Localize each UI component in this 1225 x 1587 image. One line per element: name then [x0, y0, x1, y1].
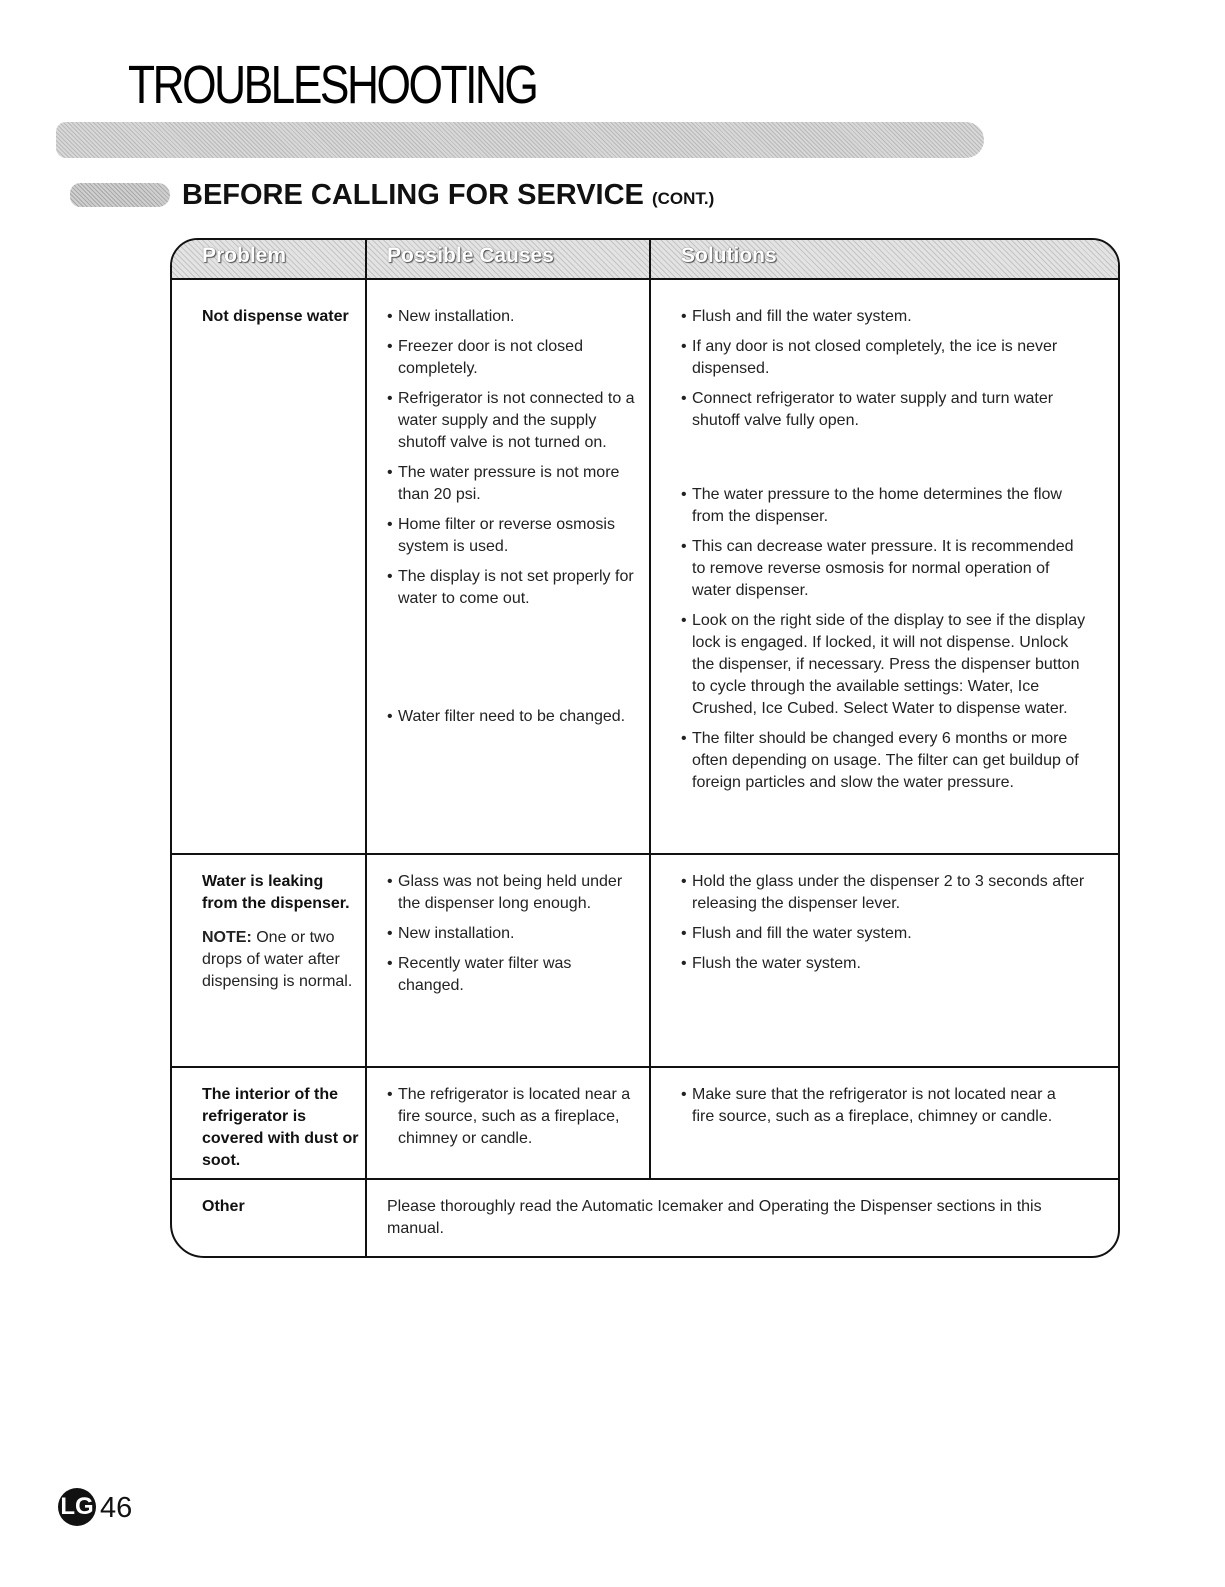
- column-header-solutions: Solutions: [681, 244, 777, 267]
- note-text: One or two drops of water after dispensing is normal.: [202, 929, 353, 990]
- list-item: • Recently water filter was changed.: [387, 953, 627, 997]
- list-item: • Flush the water system.: [681, 953, 1091, 975]
- list-item: • Refrigerator is not connected to a water supply and the supply shutoff valve is not turned on.: [387, 388, 637, 454]
- problem-interior-dust: The interior of the refrigerator is covered with dust or soot.: [202, 1086, 359, 1169]
- list-item: • Glass was not being held under the dispenser long enough.: [387, 871, 627, 915]
- page-number: 46: [100, 1492, 133, 1524]
- list-item: • The refrigerator is located near a fire source, such as a fireplace, chimney or candle.: [387, 1084, 632, 1150]
- list-item: • The water pressure to the home determines the flow from the dispenser.: [681, 484, 1091, 528]
- list-item: • The filter should be changed every 6 months or more often depending on usage. The filter can get buildup of foreign particles and slow the water pressure.: [681, 728, 1091, 794]
- row3-causes: [387, 1084, 632, 1158]
- list-item: • Make sure that the refrigerator is not located near a fire source, such as a fireplace, chimney or candle.: [681, 1084, 1071, 1128]
- problem-not-dispense-water: Not dispense water: [202, 308, 349, 325]
- list-item: • Flush and fill the water system.: [681, 923, 1091, 945]
- row1-causes: [387, 306, 637, 736]
- column-header-problem: Problem: [202, 244, 287, 267]
- row2-causes: [387, 871, 627, 1005]
- list-item: • Home filter or reverse osmosis system is used.: [387, 514, 637, 558]
- row2-solutions: [681, 871, 1091, 983]
- note-label: NOTE:: [202, 929, 252, 946]
- row3-solutions: [681, 1084, 1071, 1136]
- row1-solutions: [681, 306, 1091, 802]
- list-item: • Hold the glass under the dispenser 2 to 3 seconds after releasing the dispenser lever.: [681, 871, 1091, 915]
- row-divider-3: [172, 1178, 1118, 1180]
- section-heading-cont: (CONT.): [651, 189, 715, 208]
- column-divider-2: [649, 240, 651, 1180]
- table-header: [172, 240, 1118, 280]
- column-divider-1: [365, 240, 367, 1258]
- lg-logo: LG: [58, 1488, 96, 1526]
- list-item: • Look on the right side of the display to see if the display lock is engaged. If locked, it will not dispense. Unlock the dispenser, if necessary. Press the dispenser button to cycle through the available settings: Water, Ice Crushed, Ice Cubed. Select Water to dispense water.: [681, 610, 1091, 720]
- problem-other: Other: [202, 1198, 245, 1215]
- column-header-causes: Possible Causes: [387, 244, 554, 267]
- list-item: • Water filter need to be changed.: [387, 706, 637, 728]
- section-pill-decoration: [70, 183, 170, 207]
- list-item: • The display is not set properly for water to come out.: [387, 566, 637, 610]
- page-title: TROUBLESHOOTING: [128, 55, 537, 115]
- list-item: • If any door is not closed completely, the ice is never dispensed.: [681, 336, 1091, 380]
- list-item: • New installation.: [387, 923, 627, 945]
- troubleshooting-table: [170, 238, 1120, 1258]
- list-item: • This can decrease water pressure. It is recommended to remove reverse osmosis for normal operation of water dispenser.: [681, 536, 1091, 602]
- problem-label: Water is leaking from the dispenser.: [202, 873, 350, 912]
- row-divider-2: [172, 1066, 1118, 1068]
- list-item: • New installation.: [387, 306, 637, 328]
- title-bar-decoration: [56, 122, 984, 158]
- problem-water-leaking: [202, 871, 357, 993]
- list-item: • Connect refrigerator to water supply and turn water shutoff valve fully open.: [681, 388, 1091, 432]
- list-item: • The water pressure is not more than 20 psi.: [387, 462, 637, 506]
- note: [202, 927, 357, 993]
- row-divider-1: [172, 853, 1118, 855]
- other-instructions: Please thoroughly read the Automatic Icemaker and Operating the Dispenser sections in this manual.: [387, 1198, 1042, 1237]
- section-heading-text: BEFORE CALLING FOR SERVICE: [182, 179, 644, 211]
- section-heading: [182, 180, 714, 212]
- list-item: • Freezer door is not closed completely.: [387, 336, 637, 380]
- list-item: • Flush and fill the water system.: [681, 306, 1091, 328]
